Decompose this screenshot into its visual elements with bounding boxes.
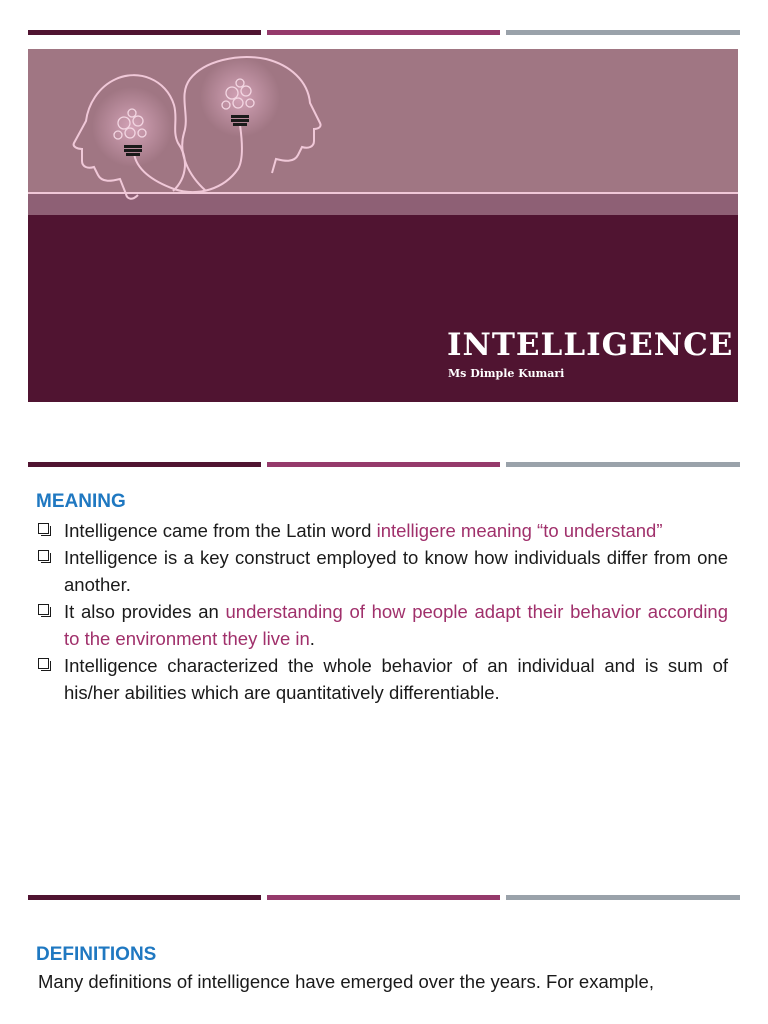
divider-middle xyxy=(28,462,740,468)
definitions-intro: Many definitions of intelligence have emerged over the years. For example, xyxy=(38,971,654,992)
item-text: Intelligence is a key construct employed to know how individuals differ from one another. xyxy=(64,547,728,595)
divider-segment-dark xyxy=(28,895,261,900)
divider-segment-dark xyxy=(28,30,261,35)
checkbox-bullet-icon xyxy=(38,523,49,534)
divider-segment-gray xyxy=(506,30,740,35)
item-text-end: . xyxy=(309,628,315,649)
list-item xyxy=(36,652,728,706)
item-highlight: understanding of how people adapt their behavior according to the environment they live in xyxy=(64,601,729,649)
divider-segment-dark xyxy=(28,462,261,467)
presentation-title: INTELLIGENCE xyxy=(447,327,734,363)
meaning-list xyxy=(36,517,728,706)
list-item xyxy=(36,598,728,652)
meaning-heading: MEANING xyxy=(36,491,126,512)
divider-segment-magenta xyxy=(267,895,500,900)
title-banner xyxy=(28,49,738,402)
checkbox-bullet-icon xyxy=(38,658,49,669)
two-heads-lightbulb-icon xyxy=(28,49,388,209)
divider-segment-gray xyxy=(506,895,740,900)
divider-segment-magenta xyxy=(267,462,500,467)
list-item xyxy=(36,544,728,598)
checkbox-bullet-icon xyxy=(38,550,49,561)
divider-bottom xyxy=(28,895,740,901)
divider-segment-magenta xyxy=(267,30,500,35)
presenter-name: Ms Dimple Kumari xyxy=(448,367,565,380)
checkbox-bullet-icon xyxy=(38,604,49,615)
divider-top xyxy=(28,30,740,36)
item-text: Intelligence came from the Latin word xyxy=(64,520,377,541)
item-text: Intelligence characterized the whole behavior of an individual and is sum of his/her abilities which are quantitatively differentiable. xyxy=(64,655,728,703)
definitions-heading: DEFINITIONS xyxy=(36,944,157,965)
list-item xyxy=(36,517,728,544)
divider-segment-gray xyxy=(506,462,740,467)
item-highlight: intelligere meaning “to understand” xyxy=(376,520,663,541)
item-text: It also provides an xyxy=(64,601,226,622)
